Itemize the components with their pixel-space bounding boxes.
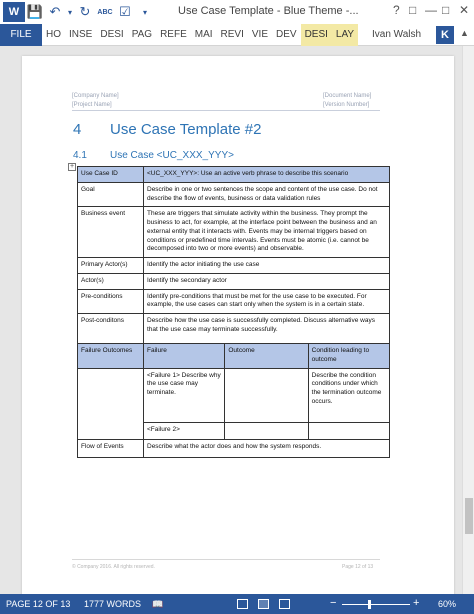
table-cell[interactable]: Describe in one or two sentences the scope and content of the use case. Do not describe the flow of events, business or data validation rules (144, 182, 390, 207)
table-row (78, 368, 390, 439)
close-icon[interactable]: ✕ (459, 3, 470, 17)
header-document-name[interactable]: [Document Name] (323, 93, 372, 99)
zoom-slider-handle[interactable] (368, 600, 371, 609)
tab-insert[interactable]: INSE (69, 29, 93, 40)
header-company-name[interactable]: [Company Name] (72, 93, 119, 99)
table-cell[interactable]: <UC_XXX_YYY>: Use an active verb phrase to describe this scenario (144, 167, 390, 183)
table-move-handle-icon[interactable]: + (69, 163, 75, 170)
table-cell[interactable]: Goal (78, 182, 144, 207)
avatar[interactable]: K (436, 26, 454, 44)
customize-dropdown-icon[interactable]: ▾ (142, 7, 147, 17)
table-cell[interactable]: Post-conditons (78, 314, 144, 344)
tab-design[interactable]: DESI (100, 29, 124, 40)
vertical-scrollbar[interactable] (462, 46, 474, 594)
tab-view[interactable]: VIE (251, 29, 268, 40)
table-cell[interactable]: Flow of Events (78, 439, 144, 457)
table-cell[interactable]: Describe how the use case is successfully completed. Discuss alternative ways that the use case may terminate successfully. (144, 314, 390, 344)
status-bar (0, 594, 474, 614)
failure-details-table (144, 369, 389, 439)
table-cell[interactable]: <Failure 1> Describe why the use case may terminate. (144, 369, 225, 423)
table-cell[interactable]: Pre-conditions (78, 289, 144, 314)
use-case-table[interactable] (77, 166, 390, 458)
table-cell[interactable]: Identify the actor initiating the use case (144, 258, 390, 274)
table-cell[interactable]: These are triggers that simulate activity within the business. They prompt the business to act, for example, at the interface point between the business and an external entity that it interacts with. Events may be internal triggers based on conditions or predefined time intervals. Events must be atomic (i.e. cannot be decomposed into two or more events) and observable. (144, 207, 390, 258)
table-cell[interactable]: Condition leading to outcome (308, 344, 389, 368)
failure-details-cell (144, 368, 390, 439)
tab-home[interactable]: HO (46, 29, 61, 40)
redo-icon[interactable]: ↻ (79, 4, 91, 19)
table-cell[interactable]: Identify the secondary actor (144, 273, 390, 289)
footer-divider (72, 559, 380, 560)
page-count[interactable]: PAGE 12 OF 13 (6, 599, 71, 609)
table-cell[interactable] (308, 423, 389, 439)
tab-references[interactable]: REFE (160, 29, 187, 40)
table-cell[interactable]: Failure Outcomes (78, 344, 144, 369)
table-cell[interactable]: <Failure 2> (144, 423, 225, 439)
title-bar (0, 0, 474, 24)
table-row (78, 207, 390, 258)
undo-icon[interactable]: ↶ (49, 4, 61, 19)
tab-review[interactable]: REVI (220, 29, 244, 40)
tab-table-design[interactable]: DESI (301, 24, 332, 46)
table-row (78, 344, 390, 369)
table-row (78, 182, 390, 207)
table-row (78, 167, 390, 183)
help-icon[interactable]: ? (393, 3, 400, 17)
ribbon-tabs (0, 24, 474, 46)
table-cell[interactable]: Describe the condition conditions under which the termination outcome occurs. (311, 371, 382, 406)
read-mode-icon[interactable] (237, 599, 248, 609)
table-row (78, 273, 390, 289)
table-cell[interactable] (225, 369, 308, 423)
proofing-icon[interactable]: 📖 (152, 599, 164, 609)
undo-dropdown-icon[interactable]: ▾ (67, 7, 72, 17)
document-area[interactable] (0, 46, 462, 594)
word-app-icon[interactable]: W (3, 2, 25, 22)
tab-mailings[interactable]: MAI (194, 29, 213, 40)
heading2-number: 4.1 (73, 150, 87, 161)
table-row (78, 289, 390, 314)
footer-page-number[interactable]: Page 12 of 13 (342, 564, 374, 570)
maximize-icon[interactable]: □ (442, 3, 450, 17)
word-count[interactable]: 1777 WORDS (84, 599, 142, 609)
table-cell[interactable]: Describe what the actor does and how the system responds. (144, 439, 390, 457)
web-layout-icon[interactable] (279, 599, 290, 609)
table-cell[interactable]: Identify pre-conditions that must be met for the use case to be executed. For example, the use cases can start only when the system is in a certain state. (144, 289, 390, 314)
header-version-number[interactable]: [Version Number] (323, 102, 370, 108)
table-row (144, 369, 389, 423)
table-cell[interactable]: Primary Actor(s) (78, 258, 144, 274)
failure-outcomes-table (144, 344, 389, 368)
heading1-title[interactable]: Use Case Template #2 (110, 121, 262, 138)
table-cell[interactable]: Failure (144, 344, 225, 368)
table-cell[interactable]: Outcome (225, 344, 308, 368)
table-cell[interactable]: Actor(s) (78, 273, 144, 289)
heading2-title[interactable]: Use Case <UC_XXX_YYY> (110, 150, 234, 161)
ribbon-collapse-icon[interactable]: ▲ (460, 28, 469, 38)
table-row (78, 258, 390, 274)
spelling-icon[interactable]: ABC (97, 8, 113, 16)
tab-file[interactable]: FILE (0, 24, 42, 46)
zoom-level[interactable]: 60% (438, 599, 457, 609)
table-cell[interactable]: Use Case ID (78, 167, 144, 183)
zoom-out-button[interactable]: − (330, 597, 337, 609)
window-title: Use Case Template - Blue Theme -... (178, 5, 359, 17)
table-row (144, 423, 389, 439)
header-divider (72, 110, 380, 111)
table-row (78, 439, 390, 457)
table-cell[interactable] (78, 368, 144, 439)
heading1-number: 4 (73, 121, 82, 138)
checkbox-icon[interactable]: ☑ (119, 4, 131, 19)
zoom-in-button[interactable]: + (413, 597, 420, 609)
print-layout-icon[interactable] (258, 599, 269, 609)
save-icon[interactable]: 💾 (26, 4, 44, 19)
table-row (78, 314, 390, 344)
tab-developer[interactable]: DEV (276, 29, 297, 40)
minimize-icon[interactable]: — (425, 3, 437, 17)
table-row (144, 344, 389, 368)
failure-outcomes-cell (144, 344, 390, 369)
table-cell[interactable] (225, 423, 308, 439)
header-project-name[interactable]: [Project Name] (72, 102, 112, 108)
scrollbar-thumb[interactable] (465, 498, 473, 534)
ribbon-display-icon[interactable]: □ (409, 3, 417, 17)
tab-page-layout[interactable]: PAG (131, 29, 153, 40)
footer-copyright[interactable]: © Company 2016. All rights reserved. (72, 564, 155, 570)
user-name[interactable]: Ivan Walsh (372, 29, 422, 40)
document-page[interactable] (22, 56, 454, 594)
table-cell[interactable]: Business event (78, 207, 144, 258)
tab-table-layout[interactable]: LAY (332, 24, 358, 46)
zoom-slider[interactable] (342, 604, 410, 605)
